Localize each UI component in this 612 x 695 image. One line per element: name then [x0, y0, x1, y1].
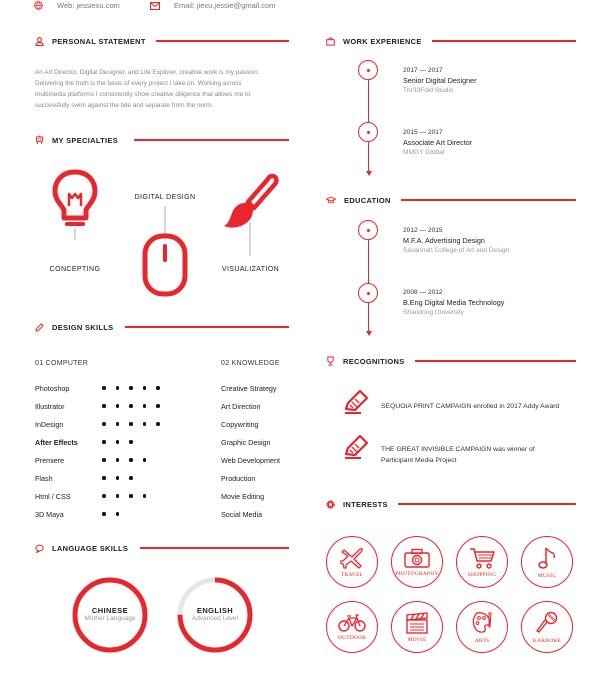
interest-karaoke [521, 601, 573, 653]
work-timeline-arrow [366, 171, 372, 176]
skill-level-dots [102, 490, 146, 502]
computer-skill-name: 3D Maya [35, 509, 64, 519]
palette-icon [470, 611, 494, 635]
language-chinese [70, 606, 150, 622]
gear-icon [326, 500, 335, 509]
recognition-text: SEQUOIA PRINT CAMPAIGN enrolled in 2017 Addy Award [381, 403, 560, 410]
language-name: ENGLISH [196, 606, 234, 615]
skill-level-dot [102, 440, 106, 444]
skill-level-dot [116, 476, 120, 480]
education-timeline-node [358, 220, 378, 240]
language-name: CHINESE [91, 606, 129, 615]
language-level: Advanced Level [191, 615, 239, 622]
work-role: Senior Digital Designer [403, 76, 477, 85]
interest-travel [326, 536, 378, 588]
work-org: MMGY Global [403, 149, 445, 156]
interest-arts [456, 601, 508, 653]
skill-level-dot [116, 422, 120, 426]
work-experience-header [326, 35, 576, 47]
section-rule [156, 40, 289, 42]
computer-skill-name: Photoshop [35, 383, 70, 393]
work-entry [403, 129, 472, 156]
recognition-item [381, 401, 559, 412]
skill-level-dot [143, 386, 147, 390]
education-degree: M.F.A. Advertising Design [403, 236, 485, 245]
paintbrush-icon [220, 172, 282, 256]
skill-level-dots [102, 508, 119, 520]
interests-header [326, 498, 576, 510]
knowledge-skill-name: Creative Strategy [221, 384, 277, 393]
computer-skill-name: Flash [35, 473, 53, 483]
section-rule [401, 199, 576, 201]
person-icon [35, 37, 44, 46]
email-link[interactable]: Email: jiexu.jessie@gmail.com [174, 1, 276, 10]
award-pencil-icon [343, 434, 369, 460]
section-title: DESIGN SKILLS [52, 322, 114, 332]
skill-level-dot [129, 458, 133, 462]
computer-skill-name: Premiere [35, 455, 65, 465]
work-org: Thr33Fold Studio [403, 87, 454, 94]
specialty-visualization-label: VISUALIZATION [221, 266, 280, 273]
skill-level-dot [129, 422, 133, 426]
interest-label: MUSIC [537, 572, 557, 579]
work-years: 2015 — 2017 [403, 129, 443, 136]
skill-level-dot [129, 404, 133, 408]
interest-label: SHOPPING [467, 571, 497, 578]
education-school: Savannah College of Art and Design [403, 247, 510, 254]
language-english [175, 606, 255, 622]
interest-movie [391, 601, 443, 653]
computer-skill-name: Html / CSS [35, 491, 71, 501]
statement-line: An Art Director, Digital Designer, and Life Explorer, creative work is my passion. [35, 69, 260, 76]
interest-label: KARAOKE [532, 637, 562, 644]
skill-level-dot [116, 386, 120, 390]
education-entry [403, 289, 504, 316]
skill-level-dot [143, 404, 147, 408]
skill-level-dot [156, 386, 160, 390]
recognition-item [381, 444, 535, 466]
my-specialties-header [35, 134, 289, 146]
section-title: INTERESTS [343, 499, 388, 509]
knowledge-skills-heading: 02 KNOWLEDGE [221, 360, 280, 367]
lightbulb-icon [50, 168, 100, 240]
interest-shopping [456, 536, 508, 588]
education-header [326, 194, 576, 206]
interest-label: ARTS [474, 637, 490, 644]
skill-level-dots [102, 472, 133, 484]
computer-skill-name: Illustrator [35, 401, 65, 411]
statement-line: Delivering the truth is the basis of every project I take on. Working across [35, 80, 242, 87]
skill-level-dots [102, 454, 146, 466]
section-rule [432, 40, 576, 42]
web-link[interactable]: Web: jessiexu.com [57, 1, 120, 10]
education-years: 2012 — 2015 [403, 227, 443, 234]
knowledge-skill-name: Graphic Design [221, 438, 271, 447]
recognition-text: Participant Media Project [381, 457, 457, 464]
skill-level-dot [116, 512, 120, 516]
knowledge-skill-name: Copywriting [221, 420, 259, 429]
skill-level-dot [116, 404, 120, 408]
envelope-icon [150, 2, 160, 10]
section-rule [415, 360, 576, 362]
skill-level-dots [102, 382, 160, 394]
section-rule [140, 547, 289, 549]
design-skills-header [35, 321, 289, 333]
skill-level-dot [129, 494, 133, 498]
interest-label: MOVIE [407, 636, 427, 643]
knowledge-skill-name: Movie Editing [221, 492, 265, 501]
education-degree: B.Eng Digital Media Technology [403, 298, 505, 307]
skill-level-dot [102, 404, 106, 408]
email-contact [150, 1, 275, 10]
pencil-icon [35, 323, 44, 332]
skill-level-dot [143, 422, 147, 426]
award-pencil-icon [343, 389, 369, 415]
interest-label: OUTDOOR [337, 634, 367, 641]
interest-outdoor [326, 601, 378, 653]
interest-music [521, 536, 573, 588]
section-rule [398, 503, 576, 505]
section-rule [134, 139, 289, 141]
skill-level-dot [143, 458, 147, 462]
statement-line: multimedia platforms I consistently show creative diligence that allows me to [35, 91, 251, 98]
microphone-icon [535, 611, 559, 635]
cart-icon [469, 547, 495, 569]
skill-level-dot [102, 386, 106, 390]
briefcase-icon [326, 37, 335, 46]
interest-photography [391, 536, 443, 588]
work-entry [403, 67, 477, 94]
work-years: 2017 — 2017 [403, 67, 443, 74]
globe-icon [34, 1, 43, 10]
skill-level-dot [143, 494, 147, 498]
section-title: WORK EXPERIENCE [343, 36, 422, 46]
speech-bubble-icon [35, 544, 44, 553]
music-note-icon [537, 546, 557, 570]
specialty-concepting-label: CONCEPTING [49, 266, 101, 273]
skill-level-dots [102, 418, 160, 430]
skill-level-dot [129, 386, 133, 390]
section-title: EDUCATION [344, 195, 391, 205]
skill-level-dot [156, 422, 160, 426]
mouse-icon [140, 206, 190, 298]
computer-skill-name: InDesign [35, 419, 64, 429]
work-timeline-node [358, 60, 378, 80]
skill-level-dot [102, 476, 106, 480]
language-skills-header [35, 542, 289, 554]
camera-icon [404, 548, 430, 568]
skill-level-dot [102, 494, 106, 498]
skill-level-dots [102, 400, 160, 412]
recognitions-header [326, 355, 576, 367]
statement-line: successfully swim against the tide and separate from the norm. [35, 102, 214, 109]
work-timeline-node [358, 122, 378, 142]
bicycle-icon [338, 614, 366, 632]
work-role: Associate Art Director [403, 138, 473, 147]
specialty-digital-design-label: DIGITAL DESIGN [134, 194, 196, 201]
section-rule [125, 326, 289, 328]
knowledge-skill-name: Production [221, 474, 256, 483]
clapperboard-icon [405, 612, 429, 634]
computer-skill-name: After Effects [35, 437, 78, 447]
education-school: Shandong University [403, 309, 464, 316]
robot-icon [35, 135, 44, 145]
knowledge-skill-name: Art Direction [221, 402, 261, 411]
interest-label: PHOTOGRAPHY [395, 570, 439, 577]
education-timeline-arrow [366, 331, 372, 336]
skill-level-dot [102, 458, 106, 462]
skill-level-dot [102, 422, 106, 426]
education-years: 2008 — 2012 [403, 289, 443, 296]
skill-level-dots [102, 436, 133, 448]
skill-level-dot [116, 494, 120, 498]
education-entry [403, 227, 509, 254]
airplane-icon [340, 547, 364, 569]
knowledge-skill-name: Social Media [221, 510, 263, 519]
knowledge-skill-name: Web Development [221, 456, 280, 465]
skill-level-dot [129, 476, 133, 480]
education-timeline-node [358, 283, 378, 303]
section-title: MY SPECIALTIES [52, 135, 119, 145]
section-title: LANGUAGE SKILLS [52, 543, 129, 553]
section-title: PERSONAL STATEMENT [52, 36, 146, 46]
skill-level-dot [156, 404, 160, 408]
personal-statement-text [35, 67, 295, 111]
graduation-cap-icon [326, 196, 336, 204]
skill-level-dot [116, 458, 120, 462]
skill-level-dot [102, 512, 106, 516]
web-contact [34, 1, 120, 10]
computer-skills-heading: 01 COMPUTER [35, 360, 89, 367]
personal-statement-header [35, 35, 289, 47]
language-level: Mother Language [84, 615, 136, 622]
section-title: RECOGNITIONS [343, 356, 405, 366]
skill-level-dot [116, 440, 120, 444]
skill-level-dot [129, 440, 133, 444]
trophy-icon [326, 356, 335, 366]
interest-label: TRAVEL [340, 571, 364, 578]
recognition-text: THE GREAT INVISIBLE CAMPAIGN was winner of [381, 446, 535, 453]
